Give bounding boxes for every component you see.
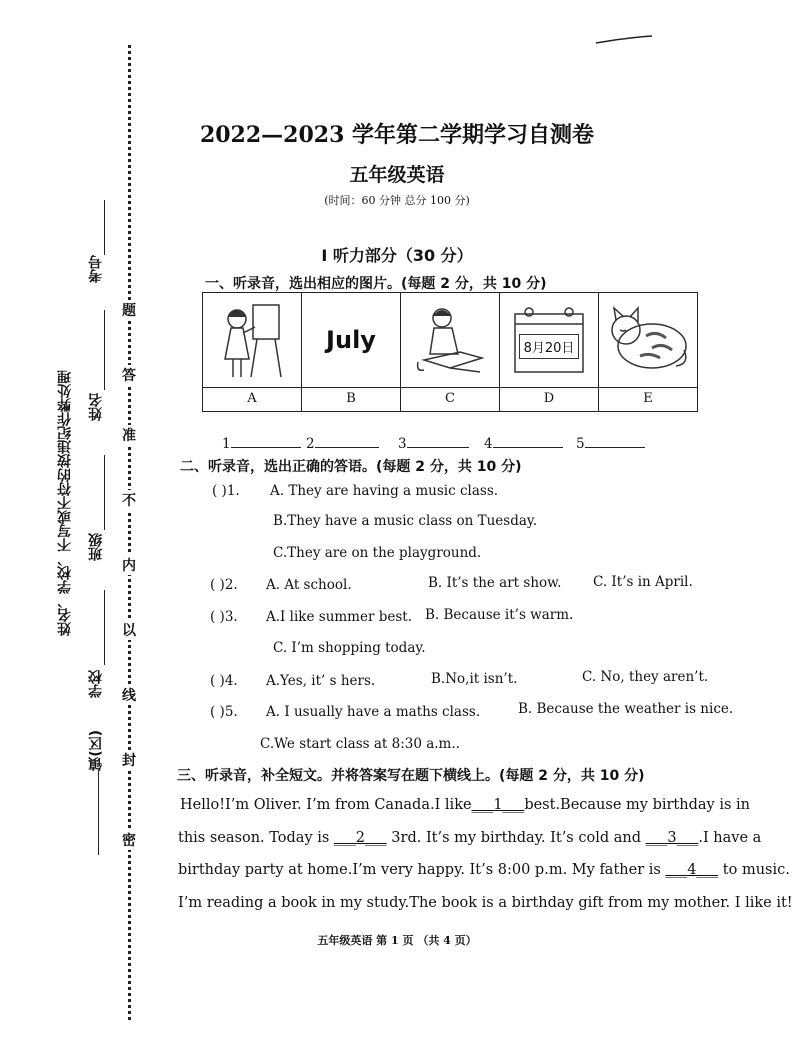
sidebar-town-label: 镇(区) [88, 730, 104, 771]
question-2-option-a: A. At school. [266, 577, 352, 593]
picture-letter: C [445, 391, 455, 406]
seal-word: 题 [122, 300, 136, 320]
picture-cell-b [302, 293, 401, 411]
seal-word: 线 [122, 685, 136, 705]
sidebar-name-label: 姓名 [88, 393, 104, 421]
page-title: 2022—2023 学年第二学期学习自测卷 [199, 122, 595, 148]
sidebar-exam-no-label: 考号 [88, 255, 104, 283]
seal-word: 封 [122, 750, 136, 770]
question-5-option-a: A. I usually have a maths class. [266, 704, 481, 720]
page-subtitle: 五年级英语 [349, 164, 445, 186]
seal-word: 答 [122, 365, 136, 385]
answer-blank-2[interactable]: 2 [306, 436, 379, 452]
answer-blank-4[interactable]: 4 [484, 436, 563, 452]
girl-painting-icon [217, 297, 287, 383]
question-3-option-a: A.I like summer best. [266, 609, 412, 625]
question-5-option-b: B. Because the weather is nice. [518, 701, 734, 717]
passage-blank-4[interactable]: ___4___ [665, 862, 719, 878]
question-3-number[interactable]: ( )3. [210, 609, 238, 625]
question-4-number[interactable]: ( )4. [210, 673, 238, 689]
question-1-option-b: B.They have a music class on Tuesday. [273, 513, 538, 529]
question-2-number[interactable]: ( )2. [210, 577, 238, 593]
passage-blank-2[interactable]: ___2___ [333, 830, 387, 846]
picture-letter: D [543, 391, 555, 406]
picture-cell-e [599, 293, 697, 411]
page-footer: 五年级英语 第 1 页 （共 4 页） [317, 934, 477, 947]
passage-line-4: I’m reading a book in my study.The book is a birthday gift from my mother. I like it! [178, 895, 793, 911]
passage-blank-1[interactable]: ___1___ [471, 797, 525, 813]
picture-cell-d [500, 293, 599, 411]
question-4-option-b: B.No,it isn’t. [431, 671, 518, 687]
name-line[interactable] [104, 310, 105, 390]
section1-heading: 一、听录音，选出相应的图片。(每题 2 分，共 10 分) [205, 276, 547, 292]
sidebar-school-label: 学校 [88, 670, 104, 698]
answer-blank-5[interactable]: 5 [576, 436, 645, 452]
question-1-option-a: A. They are having a music class. [270, 483, 499, 499]
picture-cell-c [401, 293, 500, 411]
question-3-option-b: B. Because it’s warm. [425, 607, 574, 623]
answer-blank-3[interactable]: 3 [398, 436, 469, 452]
question-3-option-c: C. I’m shopping today. [273, 640, 426, 656]
part-title: Ⅰ 听力部分（30 分） [321, 246, 473, 265]
picture-table [202, 292, 698, 412]
picture-letter: B [346, 391, 356, 406]
question-5-option-c: C.We start class at 8:30 a.m.. [260, 736, 460, 752]
calendar-date-text: 8月20日 [519, 334, 580, 359]
answer-blank-1[interactable]: 1 [222, 436, 301, 452]
sidebar-class-label: 班级 [88, 533, 104, 561]
month-text: July [326, 326, 376, 354]
seal-word: 不 [122, 490, 136, 510]
passage-blank-3[interactable]: ___3___ [645, 830, 699, 846]
picture-cell-a [203, 293, 302, 411]
passage-line-2: this season. Today is ___2___ 3rd. It’s my birthday. It’s cold and ___3___.I have a [178, 830, 762, 846]
class-line[interactable] [104, 455, 105, 530]
question-5-number[interactable]: ( )5. [210, 704, 238, 720]
seal-word: 密 [122, 830, 136, 850]
town-line[interactable] [98, 770, 99, 855]
question-2-option-b: B. It’s the art show. [428, 575, 562, 591]
passage-line-1: Hello!I’m Oliver. I’m from Canada.I like___1___best.Because my birthday is in [180, 797, 750, 813]
question-1-number[interactable]: ( )1. [212, 483, 240, 499]
question-1-option-c: C.They are on the playground. [273, 545, 482, 561]
seal-word: 以 [122, 620, 136, 640]
seal-word: 准 [122, 425, 136, 445]
boy-reading-icon [410, 300, 490, 380]
passage-line-3: birthday party at home.I’m very happy. It’s 8:00 p.m. My father is ___4___ to music. [178, 862, 790, 878]
question-2-option-c: C. It’s in April. [593, 574, 693, 590]
school-line[interactable] [104, 590, 105, 665]
cat-sleeping-icon [606, 300, 690, 380]
section2-heading: 二、听录音，选出正确的答语。(每题 2 分，共 10 分) [180, 459, 522, 475]
question-4-option-a: A.Yes, it’ s hers. [266, 673, 376, 689]
pen-mark-icon [594, 34, 654, 46]
sidebar-notice: 姓名、学校、不写或不符的按违纪作弊处理 [57, 370, 73, 636]
picture-letter: A [247, 391, 257, 406]
seal-word: 内 [122, 555, 136, 575]
picture-letter: E [643, 391, 653, 406]
time-info: (时间：60 分钟 总分 100 分) [324, 194, 470, 207]
question-4-option-c: C. No, they aren’t. [582, 669, 709, 685]
section3-heading: 三、听录音，补全短文。并将答案写在题下横线上。(每题 2 分，共 10 分) [177, 768, 645, 784]
